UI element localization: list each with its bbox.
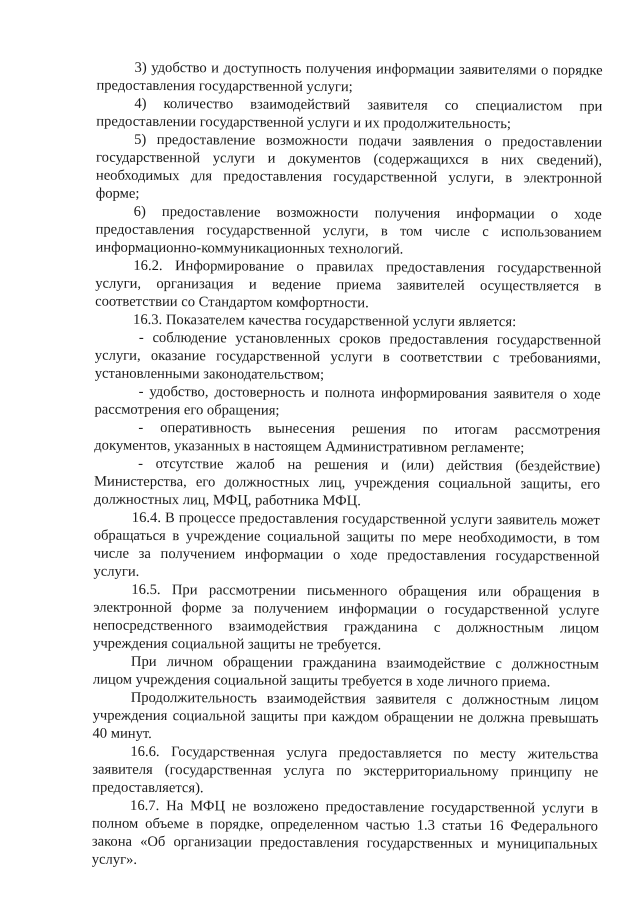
quality-criterion-no-complaints: - отсутствие жалоб на решения и (или) действия (бездействие) Министерства, его должностных лиц, учреждения социальной защиты, его должностных лиц, МФЦ, работника МФЦ. — [93, 455, 601, 510]
section-16-2: 16.2. Информирование о правилах предоставления государственной услуги, организация и ведение приема заявителей осуществляется в соответствии со Стандартом комфортности. — [95, 257, 602, 312]
personal-visit-paragraph: При личном обращении гражданина взаимодействие с должностным лицом учреждения социальной защиты требуется в ходе личного приема. — [92, 653, 599, 691]
quality-criterion-deadlines: - соблюдение установленных сроков предоставления государственной услуги, оказание государственной услуги в соответствии с требованиями, установленными законодательством; — [94, 329, 601, 384]
interaction-duration-paragraph: Продолжительность взаимодействия заявителя с должностным лицом учреждения социальной защиты при каждом обращении не должна превышать 40 минут. — [92, 689, 599, 742]
quality-criterion-efficiency: - оперативность вынесения решения по итогам рассмотрения документов, указанных в настоящем Административном регламенте; — [94, 419, 601, 457]
item-5-electronic-submission: 5) предоставление возможности подачи заявления о предоставлении государственной услуги и документов (содержащихся в них сведений), необходимых для предоставления государственной услуги, в электронной форме; — [95, 131, 603, 202]
section-16-7: 16.7. На МФЦ не возложено предоставление государственной услуги в полном объеме в порядке, определенном частью 1.3 статьи 16 Федерального закона «Об организации предоставления государственных и муниципальных услуг». — [91, 797, 599, 868]
item-3-usability-of-information: 3) удобство и доступность получения информации заявителями о порядке предоставления государственной услуги; — [96, 59, 603, 96]
item-6-progress-information: 6) предоставление возможности получения информации о ходе предоставления государственной услуги, в том числе с использованием информационно-коммуникационных технологий. — [95, 203, 602, 258]
item-4-number-of-interactions: 4) количество взаимодействий заявителя со специалистом при предоставлении государственной услуги и их продолжительность; — [96, 95, 603, 133]
section-16-6: 16.6. Государственная услуга предоставляется по месту жительства заявителя (государственная услуга по экстерриториальному принципу не предоставляется). — [92, 743, 599, 797]
section-16-4: 16.4. В процессе предоставления государственной услуги заявитель может обращаться в учреждение социальной защиты по мере необходимости, в том числе за получением информации о ходе предоставления государственной услуги. — [93, 509, 600, 580]
document-body — [92, 59, 603, 872]
section-16-5: 16.5. При рассмотрении письменного обращения или обращения в электронной форме за получением информации о государственной услуге непосредственного взаимодействия гражданина с должностным лицом учреждения социальной защиты не требуется. — [93, 581, 600, 654]
section-16-3: 16.3. Показателем качества государственной услуги является: — [132, 311, 517, 331]
quality-criterion-informing: - удобство, достоверность и полнота информирования заявителя о ходе рассмотрения его обращения; — [94, 383, 601, 419]
